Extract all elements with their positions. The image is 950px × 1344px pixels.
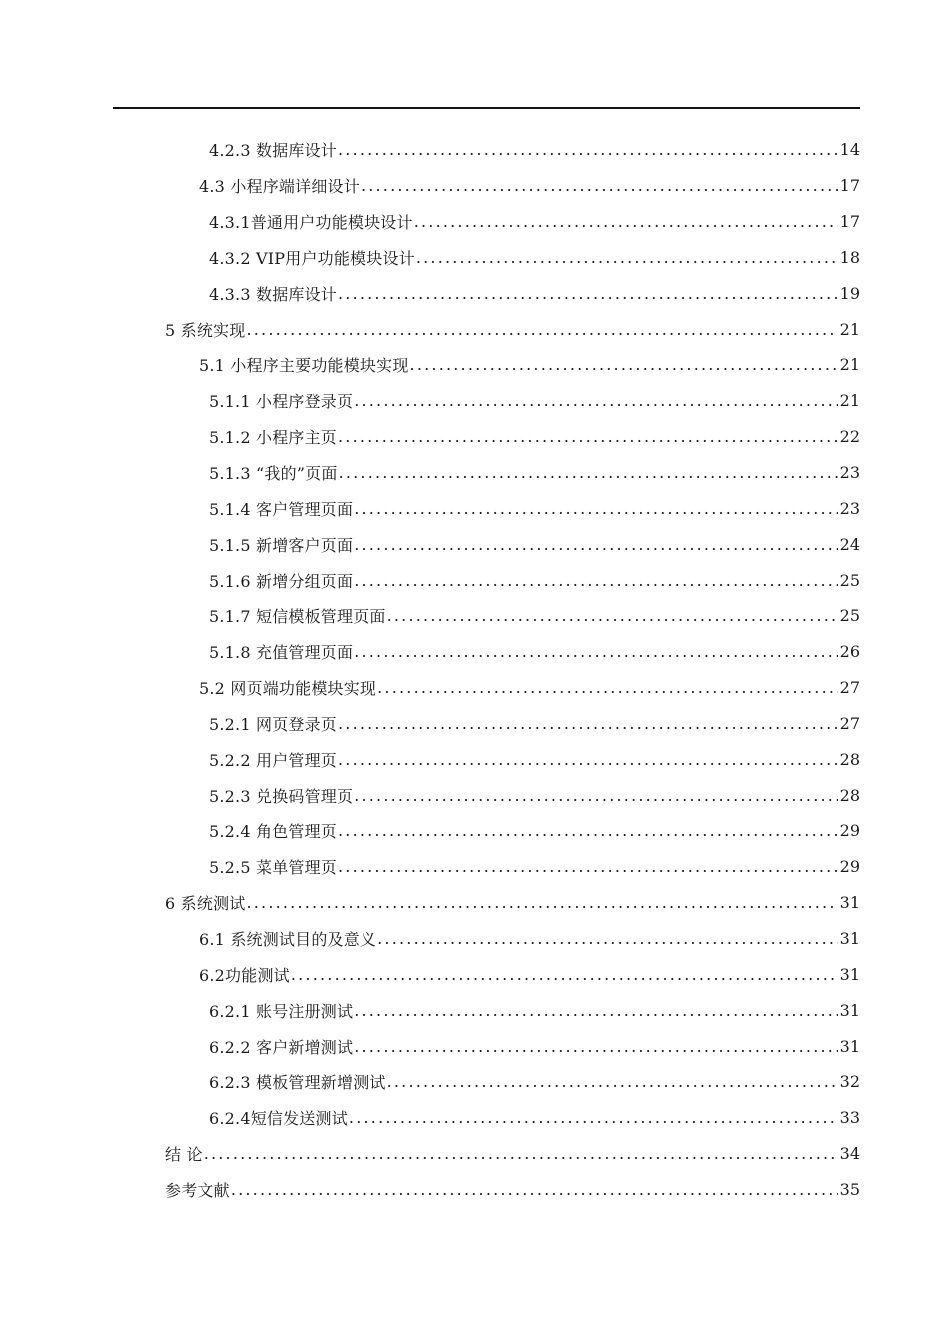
- toc-entry[interactable]: [0, 419, 950, 455]
- toc-entry[interactable]: [0, 275, 950, 311]
- toc-entry[interactable]: [0, 813, 950, 849]
- toc-entry[interactable]: [0, 490, 950, 526]
- toc-entry-title: 6 系统测试: [165, 894, 246, 914]
- toc-entry-title: 6.2.2 客户新增测试: [209, 1037, 354, 1057]
- toc-page-number: 31: [839, 964, 860, 984]
- header-rule: [113, 107, 860, 109]
- toc-dot-leader: [338, 714, 838, 733]
- toc-dot-leader: [387, 1072, 838, 1091]
- toc-entry[interactable]: [0, 921, 950, 957]
- toc-entry[interactable]: [0, 240, 950, 276]
- toc-entry-title: 5.1.6 新增分组页面: [209, 571, 354, 591]
- toc-entry-title: 5.1 小程序主要功能模块实现: [199, 356, 409, 376]
- toc-page-number: 34: [839, 1144, 860, 1164]
- toc-page-number: 21: [839, 391, 860, 411]
- toc-dot-leader: [377, 678, 838, 697]
- toc-entry[interactable]: [0, 204, 950, 240]
- toc-entry[interactable]: [0, 562, 950, 598]
- toc-entry[interactable]: [0, 670, 950, 706]
- toc-page-number: 29: [839, 821, 860, 841]
- toc-dot-leader: [338, 140, 838, 159]
- toc-entry-title: 参考文献: [165, 1180, 230, 1200]
- toc-page-number: 21: [839, 355, 860, 375]
- toc-entry-title: 6.2.1 账号注册测试: [209, 1001, 354, 1021]
- toc-entry-title: 4.3 小程序端详细设计: [199, 177, 360, 197]
- toc-entry[interactable]: [0, 455, 950, 491]
- toc-page-number: 27: [839, 713, 860, 733]
- toc-dot-leader: [291, 965, 838, 984]
- toc-entry[interactable]: [0, 311, 950, 347]
- toc-dot-leader: [338, 284, 838, 303]
- toc-entry[interactable]: [0, 598, 950, 634]
- toc-entry-title: 结 论: [165, 1145, 203, 1165]
- toc-entry[interactable]: [0, 777, 950, 813]
- toc-entry-title: 5.1.8 充值管理页面: [209, 643, 354, 663]
- toc-entry-title: 5.1.7 短信模板管理页面: [209, 607, 386, 627]
- toc-page-number: 31: [839, 1036, 860, 1056]
- toc-page-number: 29: [839, 857, 860, 877]
- toc-page-number: 33: [839, 1108, 860, 1128]
- toc-dot-leader: [354, 499, 837, 518]
- toc-entry-title: 5.1.3 “我的”页面: [209, 464, 338, 484]
- toc-entry[interactable]: [0, 347, 950, 383]
- toc-page-number: 26: [839, 642, 860, 662]
- toc-entry-title: 6.1 系统测试目的及意义: [199, 929, 377, 949]
- toc-entry[interactable]: [0, 885, 950, 921]
- toc-entry-title: 5.2.3 兑换码管理页: [209, 786, 354, 806]
- toc-entry[interactable]: [0, 992, 950, 1028]
- toc-entry-title: 4.3.2 VIP用户功能模块设计: [209, 248, 415, 268]
- toc-dot-leader: [354, 786, 837, 805]
- toc-page-number: 23: [839, 498, 860, 518]
- toc-entry-title: 6.2.3 模板管理新增测试: [209, 1073, 386, 1093]
- toc-entry[interactable]: [0, 1171, 950, 1207]
- toc-dot-leader: [349, 1108, 838, 1127]
- toc-dot-leader: [338, 821, 838, 840]
- toc-page-number: 31: [839, 928, 860, 948]
- toc-entry-title: 5.2.1 网页登录页: [209, 714, 337, 734]
- toc-entry[interactable]: [0, 956, 950, 992]
- toc-entry-title: 5.1.5 新增客户页面: [209, 535, 354, 555]
- toc-entry[interactable]: [0, 1028, 950, 1064]
- toc-page-number: 24: [839, 534, 860, 554]
- toc-entry-title: 5.1.2 小程序主页: [209, 428, 337, 448]
- toc-page-number: 35: [839, 1179, 860, 1199]
- toc-page-number: 17: [839, 176, 860, 196]
- toc-entry-title: 5.1.4 客户管理页面: [209, 499, 354, 519]
- toc-page-number: 18: [839, 247, 860, 267]
- toc-page-number: 28: [839, 785, 860, 805]
- toc-page-number: 21: [839, 319, 860, 339]
- toc-entry-title: 5.2.4 角色管理页: [209, 822, 337, 842]
- table-of-contents: [0, 132, 950, 1207]
- toc-entry[interactable]: [0, 132, 950, 168]
- toc-page-number: 25: [839, 570, 860, 590]
- toc-entry-title: 4.3.3 数据库设计: [209, 284, 337, 304]
- toc-dot-leader: [354, 535, 837, 554]
- toc-dot-leader: [246, 320, 837, 339]
- toc-page-number: 19: [839, 283, 860, 303]
- toc-page-number: 27: [839, 678, 860, 698]
- toc-entry-title: 4.2.3 数据库设计: [209, 141, 337, 161]
- toc-page-number: 22: [839, 427, 860, 447]
- toc-page-number: 23: [839, 463, 860, 483]
- toc-entry-title: 5 系统实现: [165, 320, 246, 340]
- toc-entry[interactable]: [0, 634, 950, 670]
- toc-entry-title: 5.2 网页端功能模块实现: [199, 679, 377, 699]
- toc-entry[interactable]: [0, 1136, 950, 1172]
- toc-entry-title: 6.2功能测试: [199, 965, 290, 985]
- toc-dot-leader: [338, 750, 838, 769]
- toc-entry[interactable]: [0, 1100, 950, 1136]
- toc-dot-leader: [339, 463, 838, 482]
- toc-dot-leader: [377, 929, 838, 948]
- toc-dot-leader: [354, 1001, 837, 1020]
- toc-page-number: 17: [839, 212, 860, 232]
- toc-entry[interactable]: [0, 706, 950, 742]
- toc-dot-leader: [204, 1144, 838, 1163]
- toc-entry-title: 5.2.5 菜单管理页: [209, 858, 337, 878]
- toc-page-number: 31: [839, 1000, 860, 1020]
- toc-page-number: 32: [839, 1072, 860, 1092]
- toc-dot-leader: [410, 355, 838, 374]
- toc-entry[interactable]: [0, 168, 950, 204]
- toc-page-number: 14: [839, 140, 860, 160]
- toc-dot-leader: [354, 642, 837, 661]
- toc-dot-leader: [354, 571, 837, 590]
- toc-dot-leader: [231, 1180, 838, 1199]
- toc-dot-leader: [361, 176, 838, 195]
- toc-dot-leader: [354, 391, 837, 410]
- toc-entry[interactable]: [0, 741, 950, 777]
- toc-page-number: 31: [839, 893, 860, 913]
- toc-dot-leader: [414, 212, 838, 231]
- toc-entry[interactable]: [0, 383, 950, 419]
- toc-entry-title: 6.2.4短信发送测试: [209, 1109, 348, 1129]
- toc-page-number: 28: [839, 749, 860, 769]
- toc-dot-leader: [338, 857, 838, 876]
- toc-page-number: 25: [839, 606, 860, 626]
- toc-dot-leader: [387, 606, 838, 625]
- toc-entry[interactable]: [0, 526, 950, 562]
- toc-entry[interactable]: [0, 1064, 950, 1100]
- toc-dot-leader: [246, 893, 837, 912]
- toc-dot-leader: [338, 427, 838, 446]
- toc-dot-leader: [354, 1037, 837, 1056]
- toc-entry-title: 5.2.2 用户管理页: [209, 750, 337, 770]
- toc-entry[interactable]: [0, 849, 950, 885]
- toc-dot-leader: [416, 248, 838, 267]
- toc-entry-title: 4.3.1普通用户功能模块设计: [209, 213, 413, 233]
- toc-entry-title: 5.1.1 小程序登录页: [209, 392, 354, 412]
